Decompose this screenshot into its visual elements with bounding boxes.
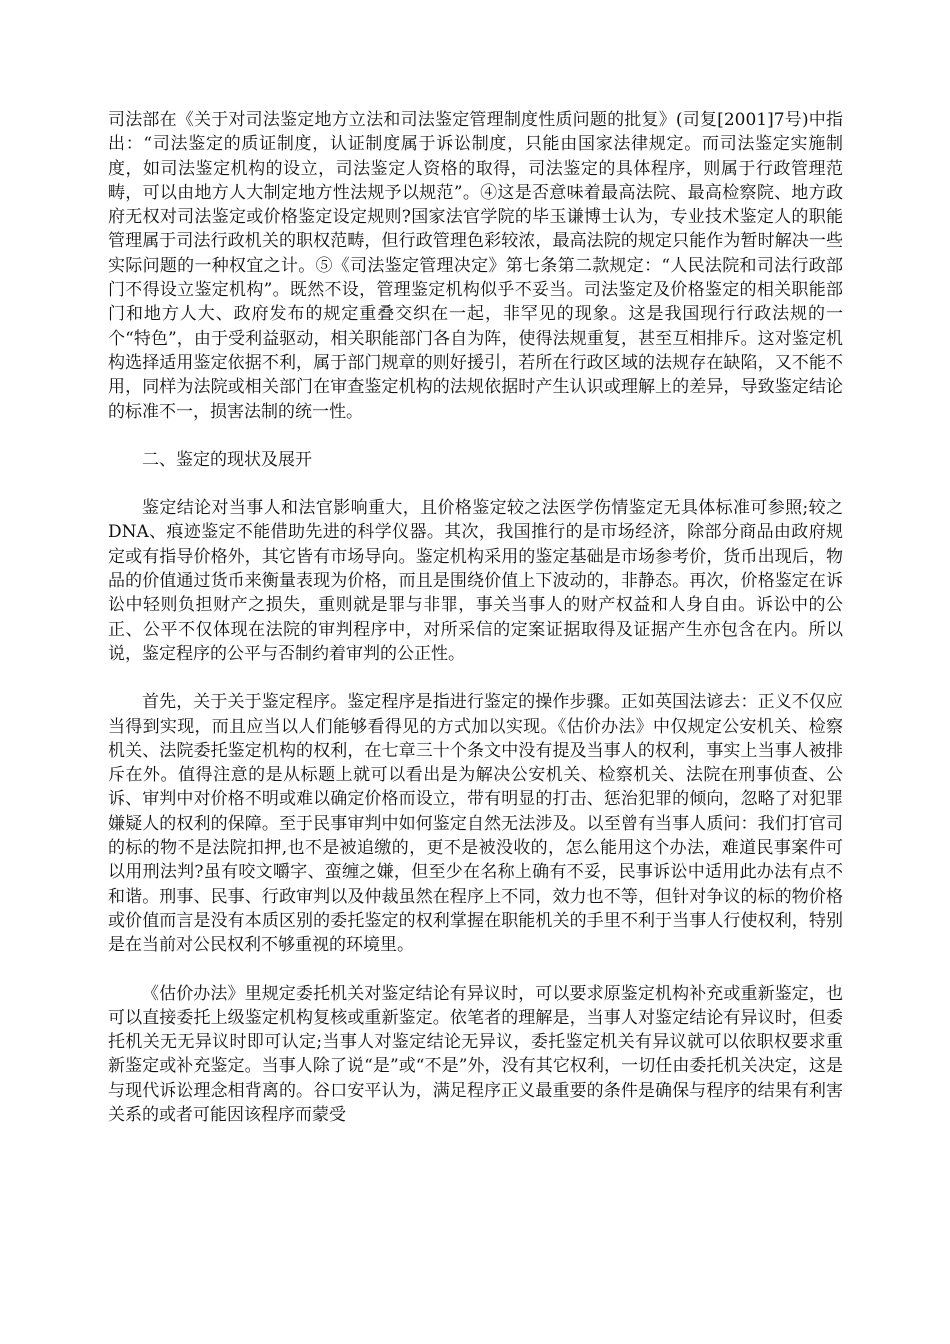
section-heading: 二、鉴定的现状及展开 — [142, 449, 312, 470]
body-paragraph-2: 鉴定结论对当事人和法官影响重大，且价格鉴定较之法医学伤情鉴定无具体标准可参照;较之DNA、痕迹鉴定不能借助先进的科学仪器。其次，我国推行的是市场经济，除部分商品由政府规定或有指导价格外，其它皆有市场导向。鉴定机构采用的鉴定基础是市场参考价，货币出现后，物品的价值通过货币来衡量表现为价格，而且是围绕价值上下波动的，非静态。再次，价格鉴定在诉讼中轻则负担财产之损失，重则就是罪与非罪，事关当事人的财产权益和人身自由。诉讼中的公正、公平不仅体现在法院的审判程序中，对所采信的定案证据取得及证据产生亦包含在内。所以说，鉴定程序的公平与否制约着审判的公正性。 — [108, 498, 843, 664]
body-paragraph-1: 司法部在《关于对司法鉴定地方立法和司法鉴定管理制度性质问题的批复》(司复[2001]7号)中指出：“司法鉴定的质证制度，认证制度属于诉讼制度，只能由国家法律规定。而司法鉴定实施制度，如司法鉴定机构的设立，司法鉴定人资格的取得，司法鉴定的具体程序，则属于行政管理范畴，可以由地方人大制定地方性法规予以规范”。④这是否意味着最高法院、最高检察院、地方政府无权对司法鉴定或价格鉴定设定规则?国家法官学院的毕玉谦博士认为，专业技术鉴定人的职能管理属于司法行政机关的职权范畴，但行政管理色彩较浓，最高法院的规定只能作为暂时解决一些实际问题的一种权宜之计。⑤《司法鉴定管理决定》第七条第二款规定：“人民法院和司法行政部门不得设立鉴定机构”。既然不设，管理鉴定机构似乎不妥当。司法鉴定及价格鉴定的相关职能部门和地方人大、政府发布的规定重叠交织在一起，非罕见的现象。这是我国现行行政法规的一个“特色”，由于受利益驱动，相关职能部门各自为阵，使得法规重复，甚至互相排斥。这对鉴定机构选择适用鉴定依据不利，属于部门规章的则好援引，若所在行政区域的法规存在缺陷，又不能不用，同样为法院或相关部门在审查鉴定机构的法规依据时产生认识或理解上的差异，导致鉴定结论的标准不一，损害法制的统一性。 — [108, 110, 843, 422]
body-paragraph-4: 《估价办法》里规定委托机关对鉴定结论有异议时，可以要求原鉴定机构补充或重新鉴定，也可以直接委托上级鉴定机构复核或重新鉴定。依笔者的理解是，当事人对鉴定结论有异议时，但委托机关无无异议时即可认定;当事人对鉴定结论无异议，委托鉴定机关有异议就可以依职权要求重新鉴定或补充鉴定。当事人除了说“是”或“不是”外，没有其它权利，一切任由委托机关决定，这是与现代诉讼理念相背离的。谷口安平认为，满足程序正义最重要的条件是确保与程序的结果有利害关系的或者可能因该程序而蒙受 — [108, 983, 843, 1125]
document-page — [108, 108, 843, 1151]
body-paragraph-3: 首先，关于关于鉴定程序。鉴定程序是指进行鉴定的操作步骤。正如英国法谚去：正义不仅应当得到实现，而且应当以人们能够看得见的方式加以实现。《估价办法》中仅规定公安机关、检察机关、法院委托鉴定机构的权利，在七章三十个条文中没有提及当事人的权利，事实上当事人被排斥在外。值得注意的是从标题上就可以看出是为解决公安机关、检察机关、法院在刑事侦查、公诉、审判中对价格不明或难以确定价格而设立，带有明显的打击、惩治犯罪的倾向，忽略了对犯罪嫌疑人的权利的保障。至于民事审判中如何鉴定自然无法涉及。以至曾有当事人质问：我们打官司的标的物不是法院扣押,也不是被追缴的，更不是被没收的，怎么能用这个办法，难道民事案件可以用刑法判?虽有咬文嚼字、蛮缠之嫌，但至少在名称上确有不妥，民事诉讼中适用此办法有点不和谐。刑事、民事、行政审判以及仲裁虽然在程序上不同，效力也不等，但针对争议的标的物价格或价值而言是没有本质区别的委托鉴定的权利掌握在职能机关的手里不利于当事人行使权利，特别是在当前对公民权利不够重视的环境里。 — [108, 692, 843, 956]
